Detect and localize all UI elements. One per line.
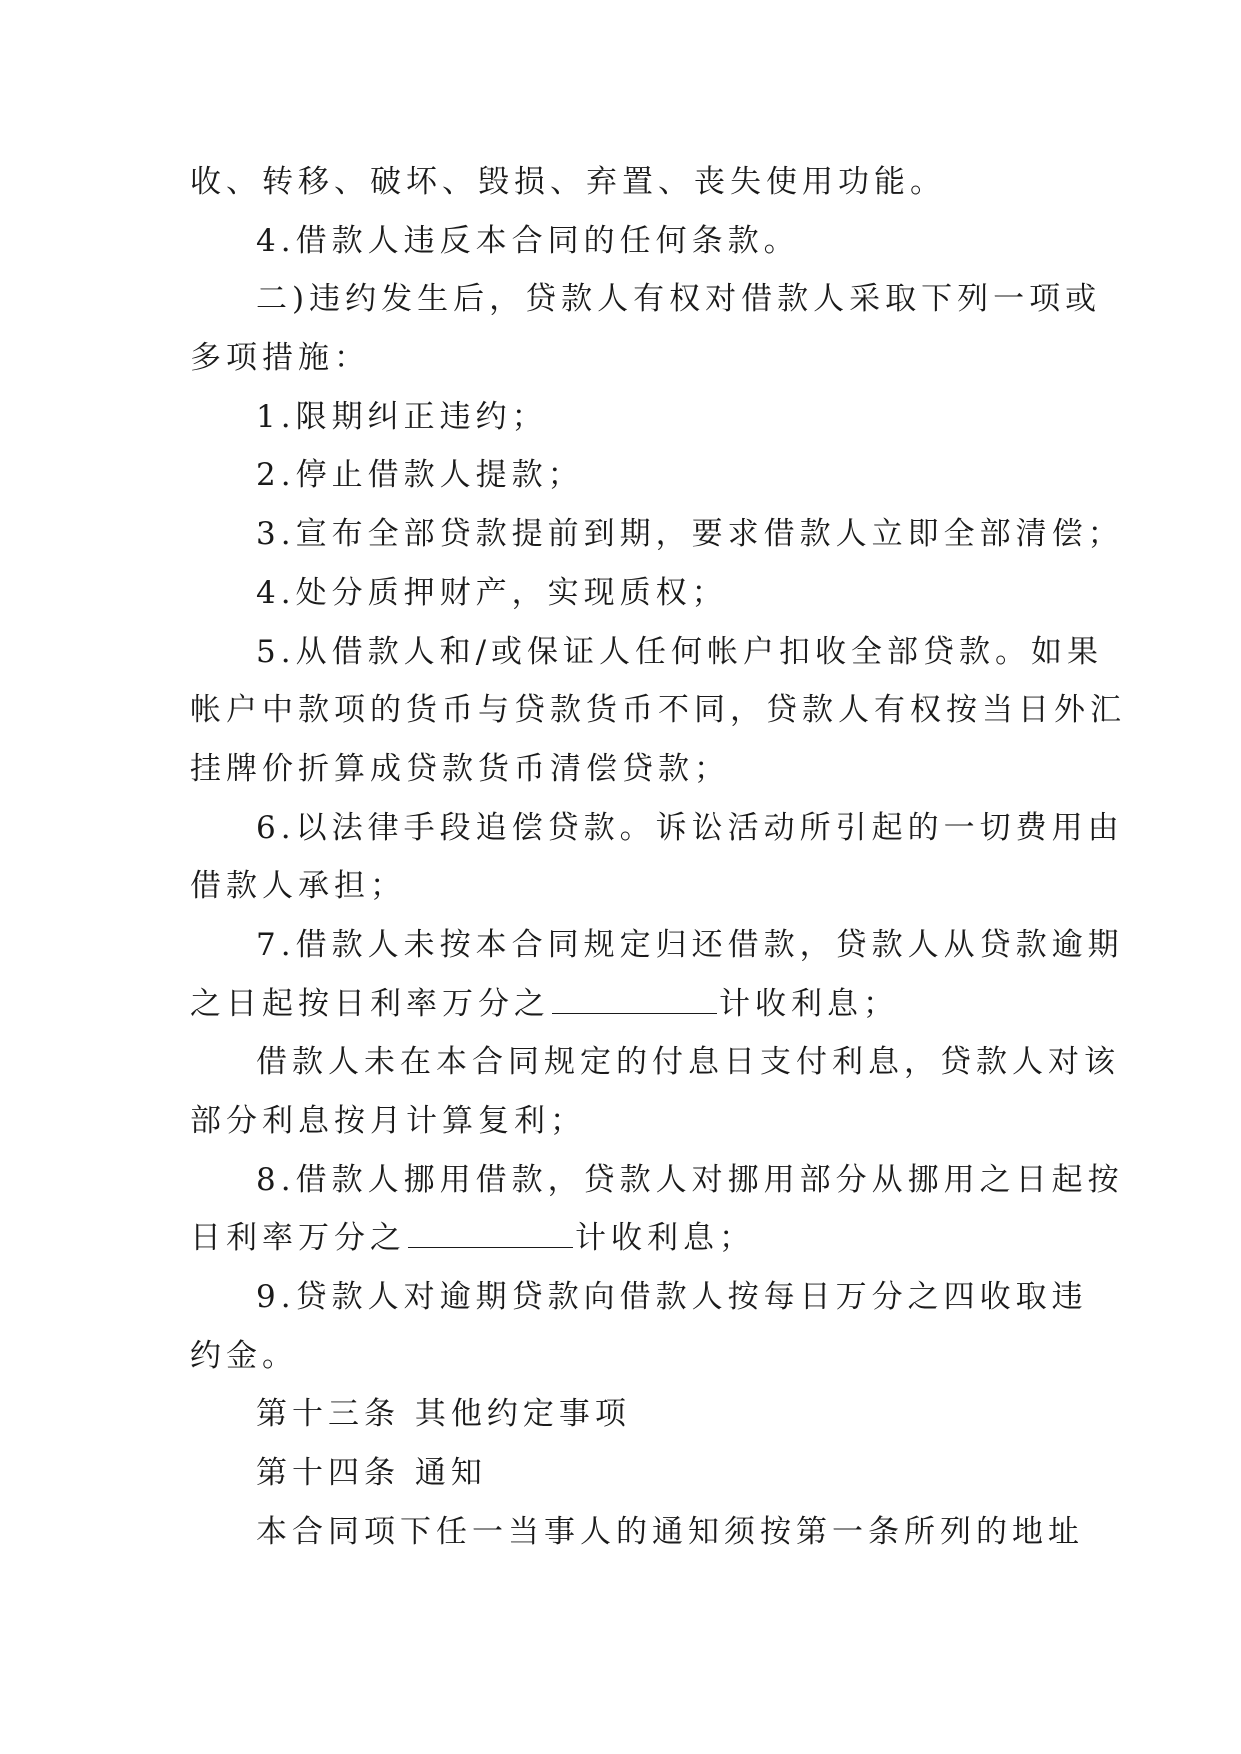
text-line: 收、转移、破坏、毁损、弃置、丧失使用功能。 (190, 164, 946, 200)
text-segment: 计收利息； (719, 985, 899, 1022)
text-line: 挂牌价折算成贷款货币清偿贷款； (190, 750, 730, 787)
text-line: 2.停止借款人提款； (256, 457, 584, 494)
text-line: 部分利息按月计算复利； (190, 1103, 586, 1139)
section-heading: 第十三条 其他约定事项 (256, 1396, 631, 1433)
text-segment: 计收利息； (575, 1220, 755, 1257)
text-segment: 日利率万分之 (190, 1220, 406, 1257)
text-line-with-blank (190, 1209, 1050, 1268)
text-line-with-blank (190, 975, 1050, 1034)
text-line: 多项措施： (190, 340, 370, 377)
fill-in-blank (408, 1245, 573, 1248)
text-line: 约金。 (190, 1337, 298, 1374)
text-line: 9.贷款人对逾期贷款向借款人按每日万分之四收取违 (256, 1279, 1088, 1316)
text-line: 7.借款人未按本合同规定归还借款，贷款人从贷款逾期 (256, 926, 1124, 963)
text-line: 本合同项下任一当事人的通知须按第一条所列的地址 (256, 1513, 1084, 1550)
text-line: 8.借款人挪用借款，贷款人对挪用部分从挪用之日起按 (256, 1161, 1124, 1198)
text-line: 5.从借款人和/或保证人任何帐户扣收全部贷款。如果 (256, 633, 1104, 670)
text-line: 4.借款人违反本合同的任何条款。 (256, 222, 800, 259)
text-line: 帐户中款项的货币与贷款货币不同，贷款人有权按当日外汇 (190, 692, 1126, 729)
text-line: 借款人未在本合同规定的付息日支付利息，贷款人对该 (256, 1044, 1120, 1081)
text-line: 1.限期纠正违约； (256, 398, 548, 435)
text-line: 4.处分质押财产，实现质权； (256, 574, 728, 611)
contract-body (190, 153, 1126, 1562)
fill-in-blank (552, 1011, 717, 1014)
section-heading: 第十四条 通知 (256, 1455, 487, 1492)
text-line: 6.以法律手段追偿贷款。诉讼活动所引起的一切费用由 (256, 809, 1124, 846)
text-line: 3.宣布全部贷款提前到期，要求借款人立即全部清偿； (256, 516, 1124, 553)
text-line: 借款人承担； (190, 868, 406, 905)
text-segment: 之日起按日利率万分之 (190, 985, 550, 1022)
text-line: 二)违约发生后，贷款人有权对借款人采取下列一项或 (256, 281, 1102, 318)
